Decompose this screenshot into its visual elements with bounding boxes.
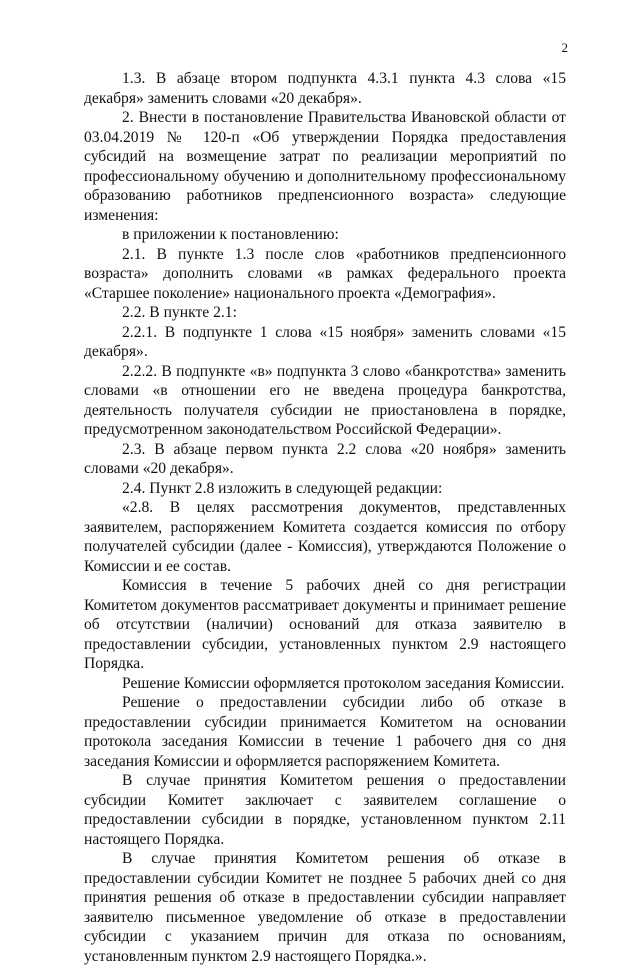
paragraph: 2.2.2. В подпункте «в» подпункта 3 слово «банкротства» заменить словами «в отношении его не введена процедура банкротства, деятельность получателя субсидии не приостановлена в порядке, предусмотренном законодательством Российской Федерации». — [84, 362, 566, 438]
paragraph: «2.8. В целях рассмотрения документов, представленных заявителем, распоряжением Комитета создается комиссия по отбору получателей субсидии (далее - Комиссия), утверждаются Положение о Комиссии и ее состав. — [84, 499, 566, 575]
page-number: 2 — [561, 40, 568, 55]
document-body — [84, 69, 566, 966]
paragraph: В случае принятия Комитетом решения об отказе в предоставлении субсидии Комитет не позднее 5 рабочих дней со дня принятия решения об отказе в предоставлении субсидии направляет заявителю письменное уведомление об отказе в предоставлении субсидии с указанием причин для отказа по основаниям, установленным пунктом 2.9 настоящего Порядка.». — [84, 850, 566, 965]
paragraph: 2.1. В пункте 1.3 после слов «работников предпенсионного возраста» дополнить словами «в рамках федерального проекта «Старшее поколение» национального проекта «Демография». — [84, 245, 566, 302]
paragraph: 2. Внести в постановление Правительства Ивановской области от 03.04.2019 № 120-п «Об утверждении Порядка предоставления субсидий на возмещение затрат по реализации мероприятий по профессиональному обучению и дополнительному профессиональному образованию работников предпенсионного возраста» следующие изменения: — [84, 109, 566, 224]
paragraph: 2.4. Пункт 2.8 изложить в следующей редакции: — [122, 479, 443, 497]
paragraph: Решение о предоставлении субсидии либо об отказе в предоставлении субсидии принимается Комитетом на основании протокола заседания Комиссии в течение 1 рабочего дня со дня заседания Комиссии и оформляется распоряжением Комитета. — [84, 694, 566, 770]
paragraph: в приложении к постановлению: — [122, 226, 339, 243]
paragraph: 2.3. В абзаце первом пункта 2.2 слова «20 ноября» заменить словами «20 декабря». — [84, 440, 566, 477]
paragraph: В случае принятия Комитетом решения о предоставлении субсидии Комитет заключает с заявителем соглашение о предоставлении субсидии в порядке, установленном пунктом 2.11 настоящего Порядка. — [84, 772, 566, 848]
paragraph: 1.3. В абзаце втором подпункта 4.3.1 пункта 4.3 слова «15 декабря» заменить словами «20 декабря». — [84, 70, 566, 107]
paragraph: 2.2.1. В подпункте 1 слова «15 ноября» заменить словами «15 декабря». — [84, 323, 566, 360]
paragraph: Решение Комиссии оформляется протоколом заседания Комиссии. — [122, 674, 565, 692]
paragraph: 2.2. В пункте 2.1: — [122, 304, 237, 321]
paragraph: Комиссия в течение 5 рабочих дней со дня регистрации Комитетом документов рассматривает документы и принимает решение об отсутствии (наличии) оснований для отказа заявителю в предоставлении субсидии, установленных пунктом 2.9 настоящего Порядка. — [84, 577, 566, 672]
